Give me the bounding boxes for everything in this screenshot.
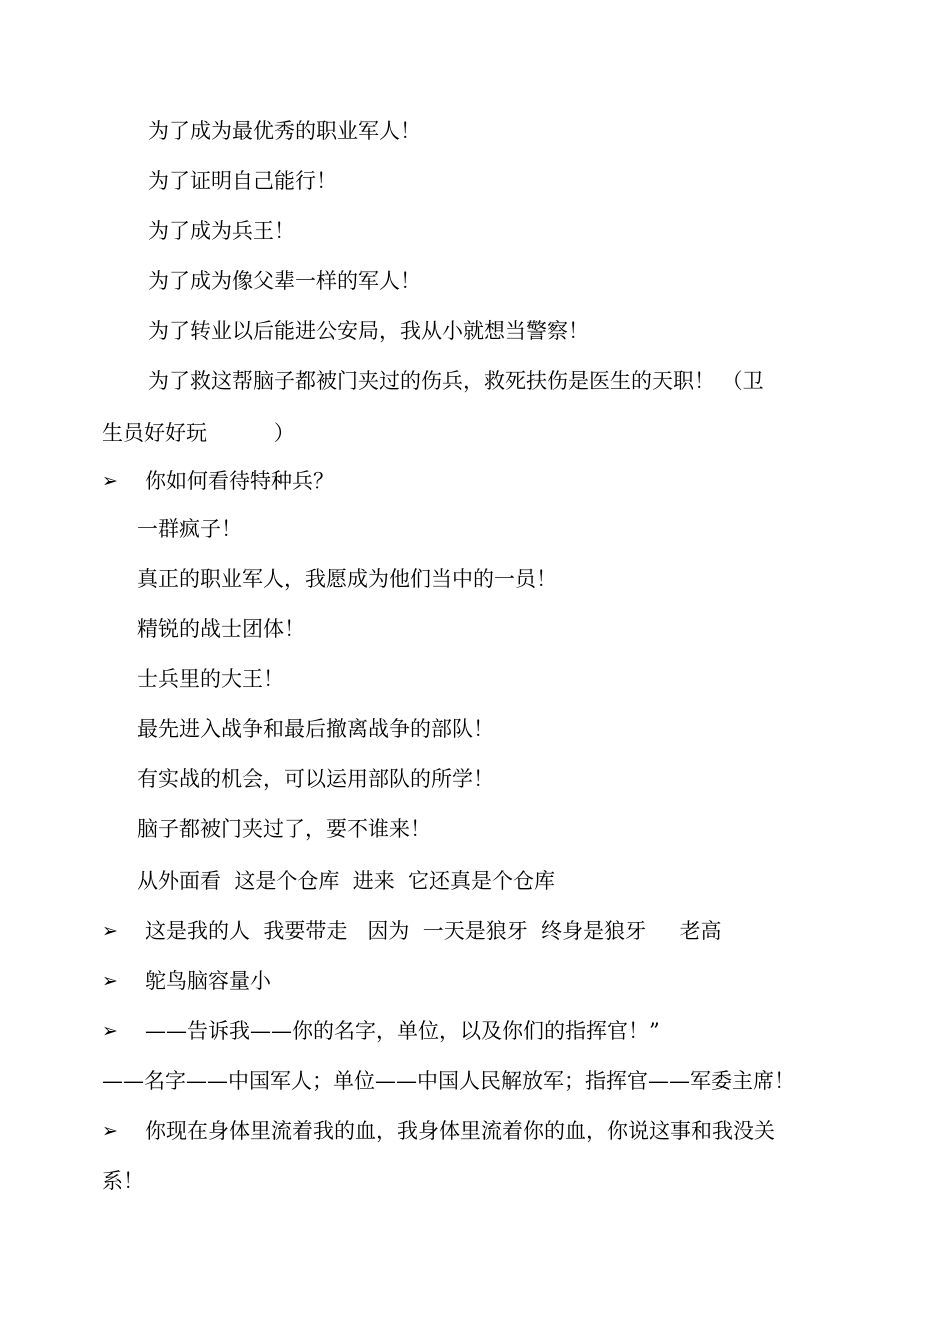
- text-line: 有实战的机会，可以运用部队的所学！: [137, 767, 494, 791]
- bullet-arrow-icon: ➢: [102, 470, 118, 492]
- bullet-arrow-icon: ➢: [102, 1020, 118, 1042]
- text-line: 为了成为兵王！: [148, 219, 295, 243]
- text-line: 系！: [102, 1169, 144, 1193]
- text-line: 生员好好玩 ）: [102, 421, 295, 445]
- text-line: 真正的职业军人，我愿成为他们当中的一员！: [137, 567, 557, 591]
- bullet-text: 这是我的人 我要带走 因为 一天是狼牙 终身是狼牙 老高: [145, 919, 722, 943]
- bullet-arrow-icon: ➢: [102, 920, 118, 942]
- bullet-text: 你现在身体里流着我的血，我身体里流着你的血，你说这事和我没关: [145, 1119, 775, 1143]
- bullet-text: 你如何看待特种兵？: [145, 469, 334, 493]
- text-line: 从外面看 这是个仓库 进来 它还真是个仓库: [137, 869, 556, 893]
- text-line: 为了转业以后能进公安局，我从小就想当警察！: [148, 319, 589, 343]
- text-line: 脑子都被门夹过了，要不谁来！: [137, 817, 431, 841]
- text-line: ——名字——中国军人；单位——中国人民解放军；指挥官——军委主席！: [102, 1069, 795, 1093]
- text-line: 最先进入战争和最后撤离战争的部队！: [137, 717, 494, 741]
- text-line: 士兵里的大王！: [137, 667, 284, 691]
- text-line: 一群疯子！: [137, 517, 242, 541]
- text-line: 为了成为最优秀的职业军人！: [148, 119, 421, 143]
- bullet-arrow-icon: ➢: [102, 1120, 118, 1142]
- text-line: 为了救这帮脑子都被门夹过的伤兵，救死扶伤是医生的天职！ （卫: [148, 369, 764, 393]
- text-line: 为了成为像父辈一样的军人！: [148, 269, 421, 293]
- bullet-text: ——告诉我——你的名字，单位，以及你们的指挥官！”: [145, 1019, 660, 1043]
- text-line: 为了证明自己能行！: [148, 169, 337, 193]
- bullet-arrow-icon: ➢: [102, 970, 118, 992]
- bullet-text: 鸵鸟脑容量小: [145, 969, 271, 993]
- text-line: 精锐的战士团体！: [137, 617, 305, 641]
